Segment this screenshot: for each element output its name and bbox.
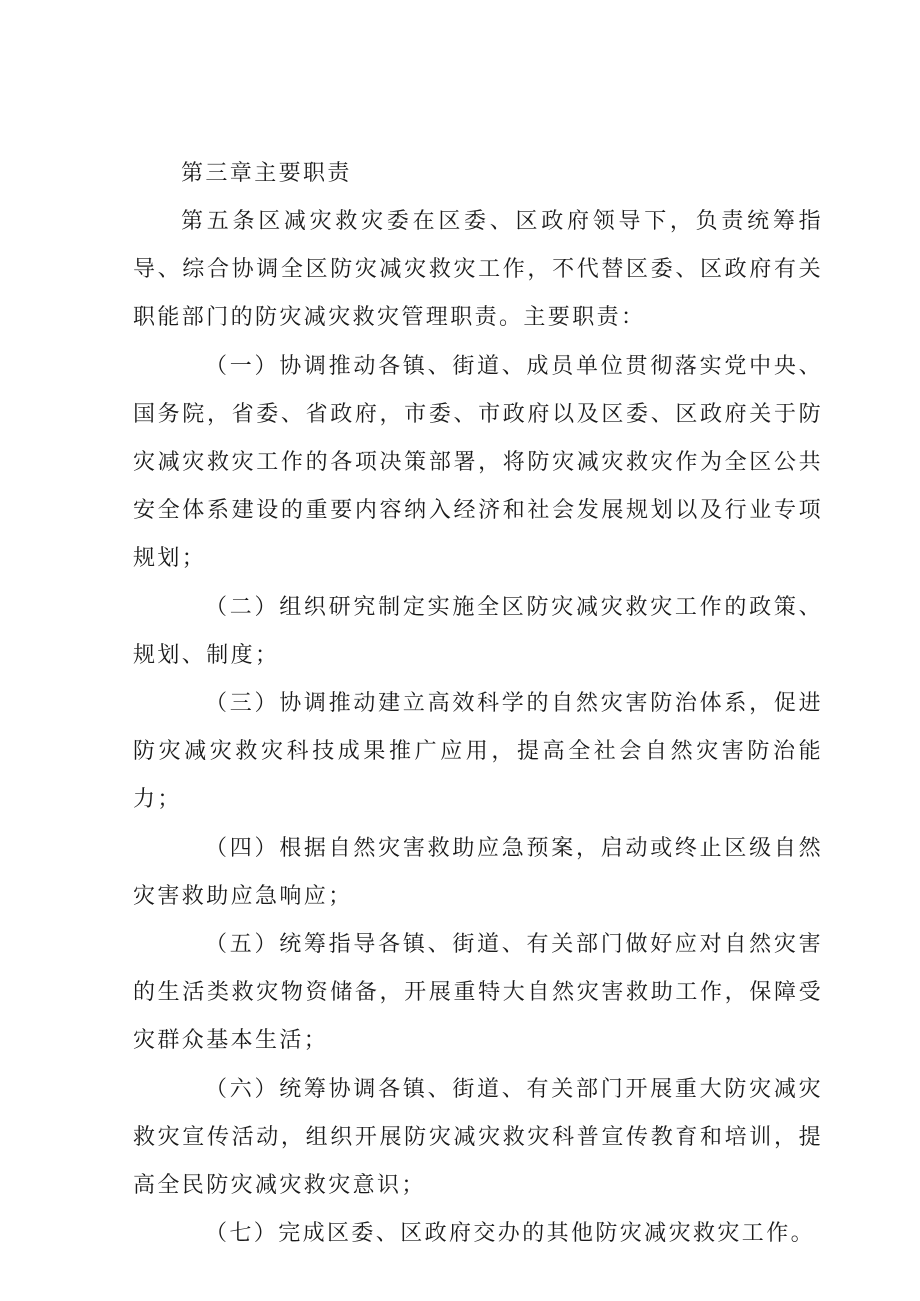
document-body xyxy=(133,150,823,1258)
duty-item-3: （三）协调推动建立高效科学的自然灾害防治体系，促进防灾减灾救灾科技成果推广应用，提高全社会自然灾害防治能力； xyxy=(133,691,823,813)
duty-item-4: （四）根据自然灾害救助应急预案，启动或终止区级自然灾害救助应急响应； xyxy=(133,835,823,909)
duty-item-6: （六）统筹协调各镇、街道、有关部门开展重大防灾减灾救灾宣传活动，组织开展防灾减灾救灾科普宣传教育和培训，提高全民防灾减灾救灾意识； xyxy=(133,1076,823,1199)
chapter-title: 第三章主要职责 xyxy=(181,161,352,186)
duty-item-7: （七）完成区委、区政府交办的其他防灾减灾救灾工作。 xyxy=(205,1221,816,1247)
duty-item-1: （一）协调推动各镇、街道、成员单位贯彻落实党中央、国务院，省委、省政府，市委、市政府以及区委、区政府关于防灾减灾救灾工作的各项决策部署，将防灾减灾救灾作为全区公共安全体系建设的重要内容纳入经济和社会发展规划以及行业专项规划； xyxy=(133,353,823,572)
duty-item-2: （二）组织研究制定实施全区防灾减灾救灾工作的政策、规划、制度； xyxy=(133,594,823,668)
article-paragraph: 第五条区减灾救灾委在区委、区政府领导下，负责统筹指导、综合协调全区防灾减灾救灾工作，不代替区委、区政府有关职能部门的防灾减灾救灾管理职责。主要职责： xyxy=(133,209,823,331)
duty-item-5: （五）统筹指导各镇、街道、有关部门做好应对自然灾害的生活类救灾物资储备，开展重特大自然灾害救助工作，保障受灾群众基本生活； xyxy=(133,932,823,1054)
